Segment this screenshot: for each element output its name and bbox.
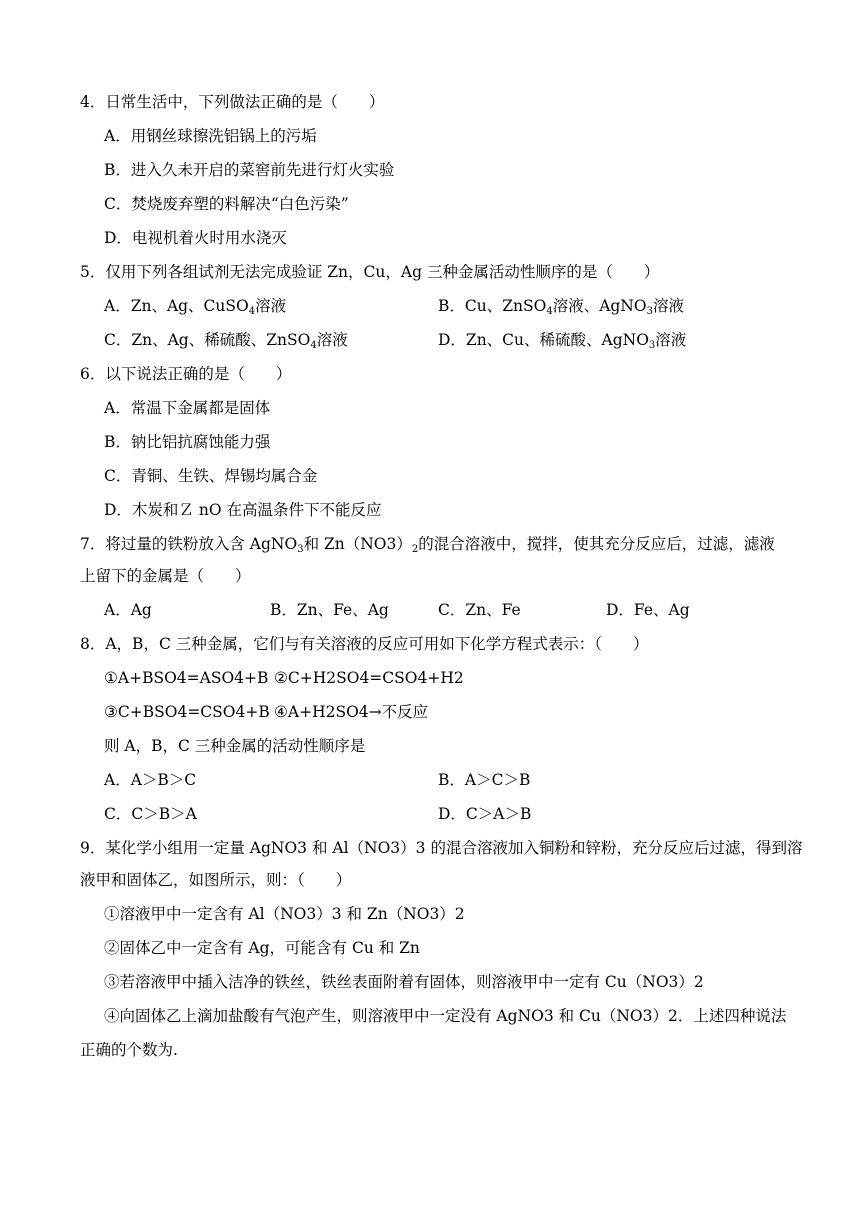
question-9-stem-line-2: 液甲和固体乙，如图所示，则：（ ） <box>80 871 352 889</box>
question-4-stem: 4．日常生活中，下列做法正确的是（ ） <box>80 93 385 111</box>
question-8-equation-2: ②C+H2SO4=CSO4+H2 <box>274 669 464 687</box>
question-8-equation-1: ①A+BSO4=ASO4+B <box>104 669 269 687</box>
question-5-option-a: A．Zn、Ag、CuSO$_4$溶液 <box>104 297 287 317</box>
question-9-statement-4-continued: 正确的个数为. <box>80 1041 178 1059</box>
question-9-statement-3: ③若溶液甲中插入洁净的铁丝，铁丝表面附着有固体，则溶液甲中一定有 Cu（NO3）2 <box>104 973 704 991</box>
question-5-option-d: D．Zn、Cu、稀硫酸、AgNO$_3$溶液 <box>438 331 687 351</box>
question-7-option-b: B．Zn、Fe、Ag <box>270 601 389 619</box>
question-4-option-a: A．用钢丝球擦洗铝锅上的污垢 <box>104 127 317 145</box>
question-4-option-b: B．进入久未开启的菜窖前先进行灯火实验 <box>104 161 395 179</box>
question-8-stem: 8．A，B，C 三种金属，它们与有关溶液的反应可用如下化学方程式表示：（ ） <box>80 635 649 653</box>
question-9-statement-1: ①溶液甲中一定含有 Al（NO3）3 和 Zn（NO3）2 <box>104 905 465 923</box>
question-8-followup: 则 A，B，C 三种金属的活动性顺序是 <box>104 737 366 755</box>
question-9-statement-2: ②固体乙中一定含有 Ag，可能含有 Cu 和 Zn <box>104 939 420 957</box>
question-8-option-d: D．C＞A＞B <box>438 805 532 823</box>
question-4-option-c: C．焚烧废弃塑的料解决“白色污染” <box>104 195 349 213</box>
question-8-option-a: A．A＞B＞C <box>104 771 197 789</box>
question-7-option-d: D．Fe、Ag <box>606 601 690 619</box>
question-8-equation-4: ④A+H2SO4→不反应 <box>274 703 429 721</box>
question-6-option-d: D．木炭和Ｚ nO 在高温条件下不能反应 <box>104 501 382 519</box>
question-8-equation-3: ③C+BSO4=CSO4+B <box>104 703 270 721</box>
question-6-option-b: B．钠比铝抗腐蚀能力强 <box>104 433 271 451</box>
question-6-option-a: A．常温下金属都是固体 <box>104 399 271 417</box>
question-7-option-c: C．Zn、Fe <box>438 601 521 619</box>
question-8-option-c: C．C＞B＞A <box>104 805 197 823</box>
question-7-stem-line-1: 7．将过量的铁粉放入含 AgNO$_3$和 $Zn(NO3)_2$的混合溶液中，搅拌，使其充分反应后，过滤，滤液 <box>80 535 775 555</box>
question-9-statement-4: ④向固体乙上滴加盐酸有气泡产生，则溶液甲中一定没有 AgNO3 和 Cu（NO3）2．上述四种说法 <box>104 1007 787 1025</box>
question-6-option-c: C．青铜、生铁、焊锡均属合金 <box>104 467 318 485</box>
question-6-stem: 6．以下说法正确的是（ ） <box>80 365 292 383</box>
question-4-option-d: D．电视机着火时用水浇灭 <box>104 229 287 247</box>
question-5-option-c: C．Zn、Ag、稀硫酸、ZnSO$_4$溶液 <box>104 331 348 351</box>
question-7-option-a: A．Ag <box>104 601 152 619</box>
question-9-stem-line-1: 9．某化学小组用一定量 AgNO3 和 Al（NO3）3 的混合溶液加入铜粉和锌粉，充分反应后过滤，得到溶 <box>80 839 803 857</box>
question-5-option-b: B．Cu、ZnSO$_4$溶液、AgNO$_3$溶液 <box>438 297 684 317</box>
question-8-option-b: B．A＞C＞B <box>438 771 531 789</box>
question-7-stem-line-2: 上留下的金属是（ ） <box>80 567 251 585</box>
question-5-stem: 5．仅用下列各组试剂无法完成验证 Zn，Cu，Ag 三种金属活动性顺序的是（ ） <box>80 263 660 281</box>
